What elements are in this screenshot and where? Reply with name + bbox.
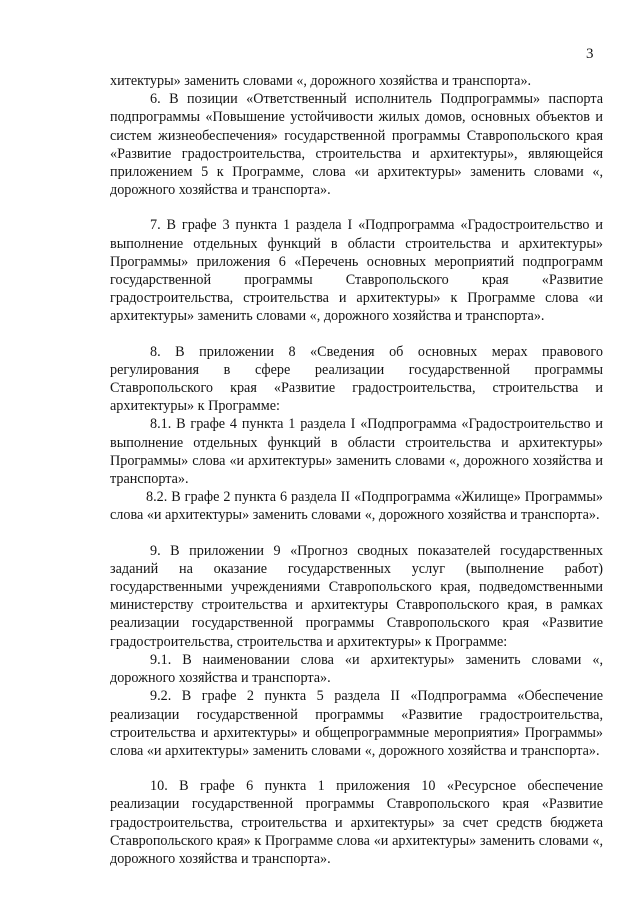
paragraph-8: 8. В приложении 8 «Сведения об основных мерах правового регулирования в сфере реализации государственной программы Ставропольского края «Развитие градостроительства, строительства и архитектуры» к Программе: [110, 343, 603, 415]
page-number: 3 [586, 46, 594, 62]
paragraph-9: 9. В приложении 9 «Прогноз сводных показателей государственных заданий на оказание государственных услуг (выполнение работ) государственными учреждениями Ставропольского края, подведомственными министерству строительства и архитектуры Ставропольского края, в рамках реализации государственной программы Ставропольского края «Развитие градостроительства, строительства и архитектуры» к Программе: [110, 542, 603, 650]
paragraph-9-2: 9.2. В графе 2 пункта 5 раздела II «Подпрограмма «Обеспечение реализации государственной программы «Развитие градостроительства, строительства и архитектуры» и общепрограммные мероприятия» Программы» слова «и архитектуры» заменить словами «, дорожного хозяйства и транспорта». [110, 688, 603, 759]
document-body [110, 72, 603, 868]
paragraph-7: 7. В графе 3 пункта 1 раздела I «Подпрограмма «Градостроительство и выполнение отдельных функций в области строительства и архитектуры» Программы» приложения 6 «Перечень основных мероприятий подпрограмм государственной программы Ставропольского края «Развитие градостроительства, строительства и архитектуры» к Программе слова «и архитектуры» заменить словами «, дорожного хозяйства и транспорта». [110, 217, 603, 325]
paragraph-9-1: 9.1. В наименовании слова «и архитектуры» заменить словами «, дорожного хозяйства и транспорта». [110, 651, 603, 687]
paragraph-6: 6. В позиции «Ответственный исполнитель Подпрограммы» паспорта подпрограммы «Повышение устойчивости жилых домов, основных объектов и систем жизнеобеспечения» государственной программы Ставропольского края «Развитие градостроительства, строительства и архитектуры», являющейся приложением 5 к Программе, слова «и архитектуры» заменить словами «, дорожного хозяйства и транспорта». [110, 91, 603, 199]
paragraph-10: 10. В графе 6 пункта 1 приложения 10 «Ресурсное обеспечение реализации государственной программы Ставропольского края «Развитие градостроительства, строительства и архитектуры» за счет средств бюджета Ставропольского края» к Программе слова «и архитектуры» заменить словами «, дорожного хозяйства и транспорта». [110, 778, 603, 867]
paragraph-continuation: хитектуры» заменить словами «, дорожного хозяйства и транспорта». [110, 73, 532, 89]
paragraph-8-1: 8.1. В графе 4 пункта 1 раздела I «Подпрограмма «Градостроительство и выполнение отдельных функций в области строительства и архитектуры» Программы» слова «и архитектуры» заменить словами «, дорожного хозяйства и транспорта». [110, 416, 603, 488]
paragraph-8-2: 8.2. В графе 2 пункта 6 раздела II «Подпрограмма «Жилище» Программы» слова «и архитектуры» заменить словами «, дорожного хозяйства и транспорта». [110, 489, 603, 524]
